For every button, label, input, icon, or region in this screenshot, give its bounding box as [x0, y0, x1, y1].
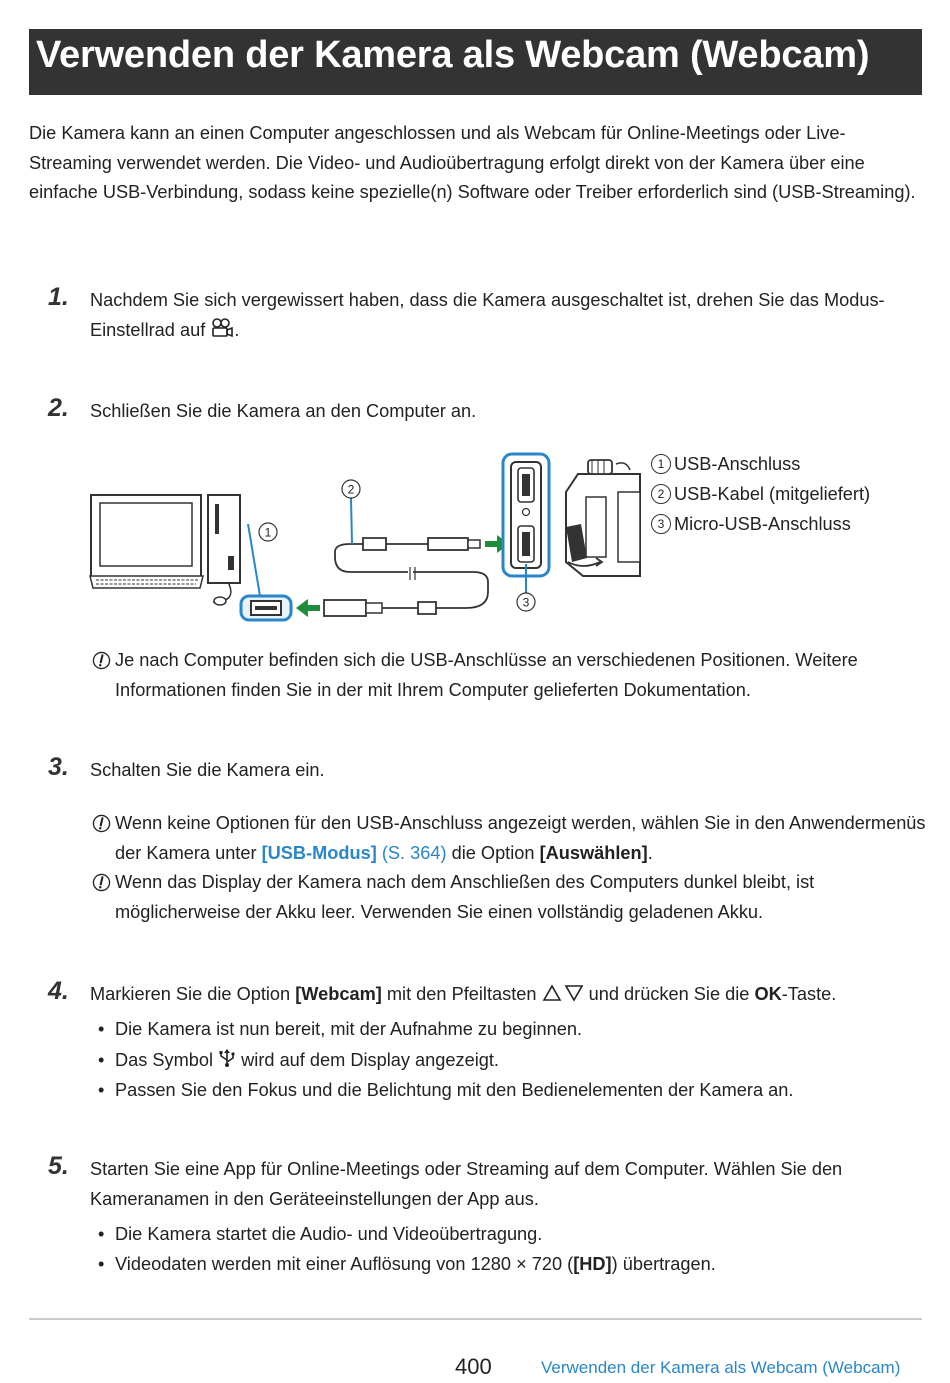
arrow-up-down-icon: [542, 984, 584, 1002]
step-3-text: Schalten Sie die Kamera ein.: [90, 760, 325, 780]
svg-text:1: 1: [264, 525, 272, 540]
legend-item-2: 2 USB-Kabel (mitgeliefert): [651, 482, 870, 506]
list-item: • Das Symbol wird auf dem Display angezeigt.: [98, 1045, 935, 1075]
svg-text:3: 3: [522, 595, 530, 610]
step-4-text: Markieren Sie die Option [Webcam] mit den Pfeiltasten und drücken Sie die OK-Taste.: [90, 984, 837, 1004]
usb-mode-link[interactable]: [USB-Modus]: [261, 842, 377, 863]
legend-item-3: 3 Micro-USB-Anschluss: [651, 512, 851, 536]
list-item: • Videodaten werden mit einer Auflösung von 1280 × 720 ([HD]) übertragen.: [98, 1249, 935, 1279]
usb-streaming-icon: [218, 1048, 236, 1068]
computer-tower-illustration: [208, 495, 240, 583]
legend-item-1: 1 USB-Anschluss: [651, 452, 800, 476]
footer-divider: [29, 1318, 922, 1320]
note-step-3-usb-mode: Wenn keine Optionen für den USB-Anschluss angezeigt werden, wählen Sie in den Anwendermenüs der Kamera unter [USB-Modus] (S. 364) die Option [Auswählen].: [92, 809, 943, 868]
step-number-3: 3.: [48, 753, 69, 781]
usb-connection-diagram: [88, 452, 648, 628]
page-ref-link[interactable]: (S. 364): [381, 842, 447, 863]
step-2-text: Schließen Sie die Kamera an den Computer an.: [90, 401, 477, 421]
step-number-2: 2.: [48, 394, 69, 422]
step-5-text: Starten Sie eine App für Online-Meetings oder Streaming auf dem Computer. Wählen Sie den Kameranamen in den Geräteeinstellungen der App aus.: [90, 1159, 843, 1209]
computer-monitor-illustration: [91, 495, 201, 583]
step-number-4: 4.: [48, 977, 69, 1005]
intro-paragraph: Die Kamera kann an einen Computer angeschlossen und als Webcam für Online-Meetings oder Live-Streaming verwendet werden. Die Video- und Audioübertragung erfolgt direkt von der Kamera über eine einfache USB-Verbindung, sodass keine spezielle(n) Software oder Treiber erforderlich sind (USB-Streaming).: [29, 123, 916, 203]
camera-illustration: [566, 460, 640, 576]
note-step-3-battery: Wenn das Display der Kamera nach dem Anschließen des Computers dunkel bleibt, ist möglicherweise der Akku leer. Verwenden Sie einen vollständig geladenen Akku.: [92, 868, 943, 927]
page-title: Verwenden der Kamera als Webcam (Webcam): [36, 34, 870, 76]
movie-mode-icon: [210, 317, 234, 339]
footer-section-link[interactable]: Verwenden der Kamera als Webcam (Webcam): [541, 1358, 901, 1377]
page-number: 400: [455, 1354, 492, 1379]
list-item: • Die Kamera ist nun bereit, mit der Aufnahme zu beginnen.: [98, 1014, 935, 1044]
svg-text:2: 2: [347, 482, 355, 497]
caution-icon: [92, 651, 111, 670]
caution-icon: [92, 814, 111, 833]
list-item: • Die Kamera startet die Audio- und Videoübertragung.: [98, 1219, 935, 1249]
note-step-2: Je nach Computer befinden sich die USB-Anschlüsse an verschiedenen Positionen. Weitere Informationen finden Sie in der mit Ihrem Computer gelieferten Dokumentation.: [92, 646, 943, 705]
list-item: • Passen Sie den Fokus und die Belichtung mit den Bedienelementen der Kamera an.: [98, 1075, 935, 1105]
step-number-1: 1.: [48, 283, 69, 311]
keyboard-illustration: [90, 576, 203, 588]
step-number-5: 5.: [48, 1152, 69, 1180]
step-1-text: Nachdem Sie sich vergewissert haben, dass die Kamera ausgeschaltet ist, drehen Sie das Modus-Einstellrad auf .: [90, 290, 885, 340]
caution-icon: [92, 873, 111, 892]
